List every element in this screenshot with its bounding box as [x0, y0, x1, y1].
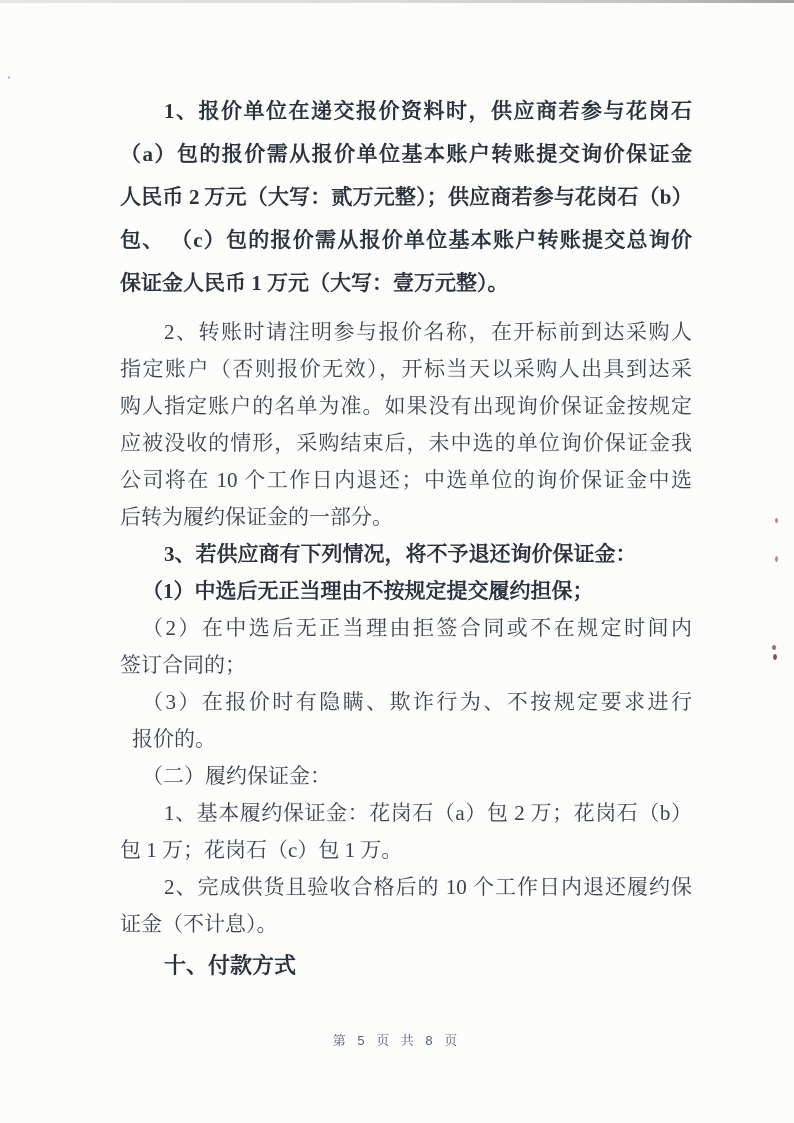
clause-3-item-2: （2）在中选后无正当理由拒签合同或不在规定时间内: [142, 616, 692, 640]
clause-2-line: 指定账户（否则报价无效），开标当天以采购人出具到达采: [120, 357, 692, 381]
scan-speck: [775, 518, 778, 523]
clause-3-item-2-continuation: 签订合同的；: [120, 653, 246, 677]
performance-bond-clause-1: 1、基本履约保证金：花岗石（a）包 2 万；花岗石（b）: [164, 801, 692, 825]
performance-bond-section-heading: （二）履约保证金：: [142, 764, 331, 788]
scan-edge-artifact: [0, 0, 794, 3]
clause-2-line: 应被没收的情形，采购结束后，未中选的单位询价保证金我: [120, 431, 692, 455]
scan-speck: [8, 76, 10, 79]
document-body: [120, 90, 692, 984]
clause-2-line: 后转为履约保证金的一部分。: [120, 505, 393, 529]
clause-3-item-3-continuation: 报价的。: [132, 727, 216, 751]
scan-speck: [775, 556, 778, 562]
clause-1-line: 1、报价单位在递交报价资料时，供应商若参与花岗石: [164, 99, 692, 123]
clause-2-line: 2、转账时请注明参与报价名称，在开标前到达采购人: [164, 320, 692, 344]
performance-bond-clause-2-continuation: 证金（不计息）。: [120, 912, 278, 936]
clause-1-line: 保证金人民币 1 万元（大写：壹万元整）。: [120, 271, 509, 295]
clause-2-line: 购人指定账户的名单为准。如果没有出现询价保证金按规定: [120, 394, 692, 418]
clause-1-line: （a）包的报价需从报价单位基本账户转账提交询价保证金: [120, 142, 692, 166]
performance-bond-clause-2: 2、完成供货且验收合格后的 10 个工作日内退还履约保: [164, 875, 692, 899]
clause-1-line: 人民币 2 万元（大写：贰万元整）；供应商若参与花岗石（b）: [120, 185, 692, 209]
clause-2-line: 公司将在 10 个工作日内退还；中选单位的询价保证金中选: [120, 468, 692, 492]
scan-speck: [772, 645, 776, 650]
clause-3-heading: 3、若供应商有下列情况，将不予退还询价保证金：: [164, 542, 637, 566]
page-number: 第 5 页 共 8 页: [332, 1033, 462, 1048]
payment-method-section-heading: 十、付款方式: [164, 953, 297, 978]
clause-1-line: 包、 （c）包的报价需从报价单位基本账户转账提交总询价: [120, 228, 692, 252]
performance-bond-clause-1-continuation: 包 1 万；花岗石（c）包 1 万。: [120, 838, 403, 862]
scan-speck: [773, 654, 777, 660]
clause-3-item-1: （1）中选后无正当理由不按规定提交履约担保；: [142, 579, 594, 603]
clause-3-item-3: （3）在报价时有隐瞒、欺诈行为、不按规定要求进行: [142, 690, 692, 714]
